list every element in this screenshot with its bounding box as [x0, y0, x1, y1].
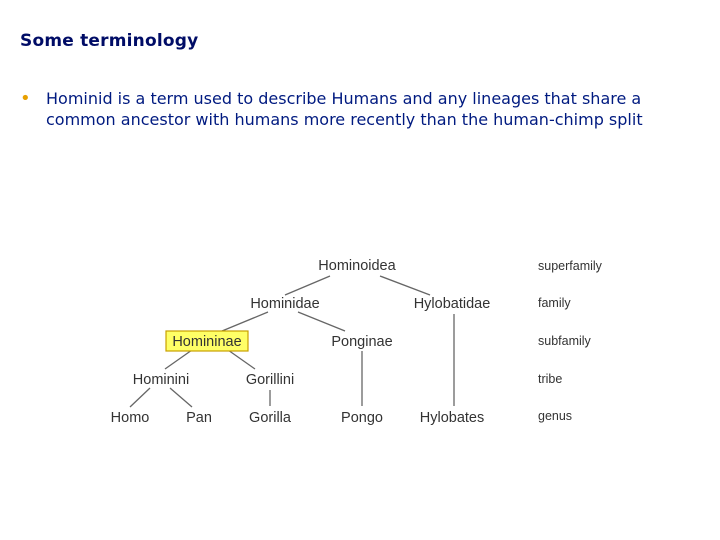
edge-hominidae-ponginae — [298, 312, 345, 331]
node-hominini: Hominini — [132, 372, 190, 388]
bullet-dot-icon: • — [20, 88, 31, 109]
rank-family: family — [538, 296, 571, 310]
node-gorillini: Gorillini — [245, 372, 295, 388]
node-ponginae: Ponginae — [331, 334, 393, 350]
node-pan: Pan — [186, 410, 212, 426]
node-gorilla: Gorilla — [249, 410, 291, 426]
edge-hominoidea-hylobatidae — [380, 276, 430, 295]
edge-homininae-hominini — [165, 350, 192, 369]
rank-tribe: tribe — [538, 372, 563, 386]
rank-labels — [538, 259, 603, 423]
edge-hominoidea-hominidae — [285, 276, 330, 295]
node-hylobates: Hylobates — [419, 410, 485, 426]
slide-title: Some terminology — [20, 31, 199, 51]
node-hominoidea: Hominoidea — [318, 258, 396, 274]
edge-hominini-pan — [170, 388, 192, 407]
rank-superfamily: superfamily — [538, 259, 602, 273]
node-homininae: Homininae — [172, 334, 242, 350]
node-pongo: Pongo — [341, 410, 383, 426]
edge-homininae-gorillini — [228, 350, 255, 369]
edge-hominidae-homininae — [222, 312, 268, 331]
node-homo: Homo — [110, 410, 150, 426]
bullet-text: Hominid is a term used to describe Humans and any lineages that share a common ancestor with humans more recently than the human-chimp split — [46, 89, 643, 129]
rank-genus: genus — [538, 409, 573, 423]
node-hylobatidae: Hylobatidae — [413, 296, 491, 312]
rank-subfamily: subfamily — [538, 334, 591, 348]
edge-hominini-homo — [130, 388, 150, 407]
node-hominidae: Hominidae — [250, 296, 320, 312]
